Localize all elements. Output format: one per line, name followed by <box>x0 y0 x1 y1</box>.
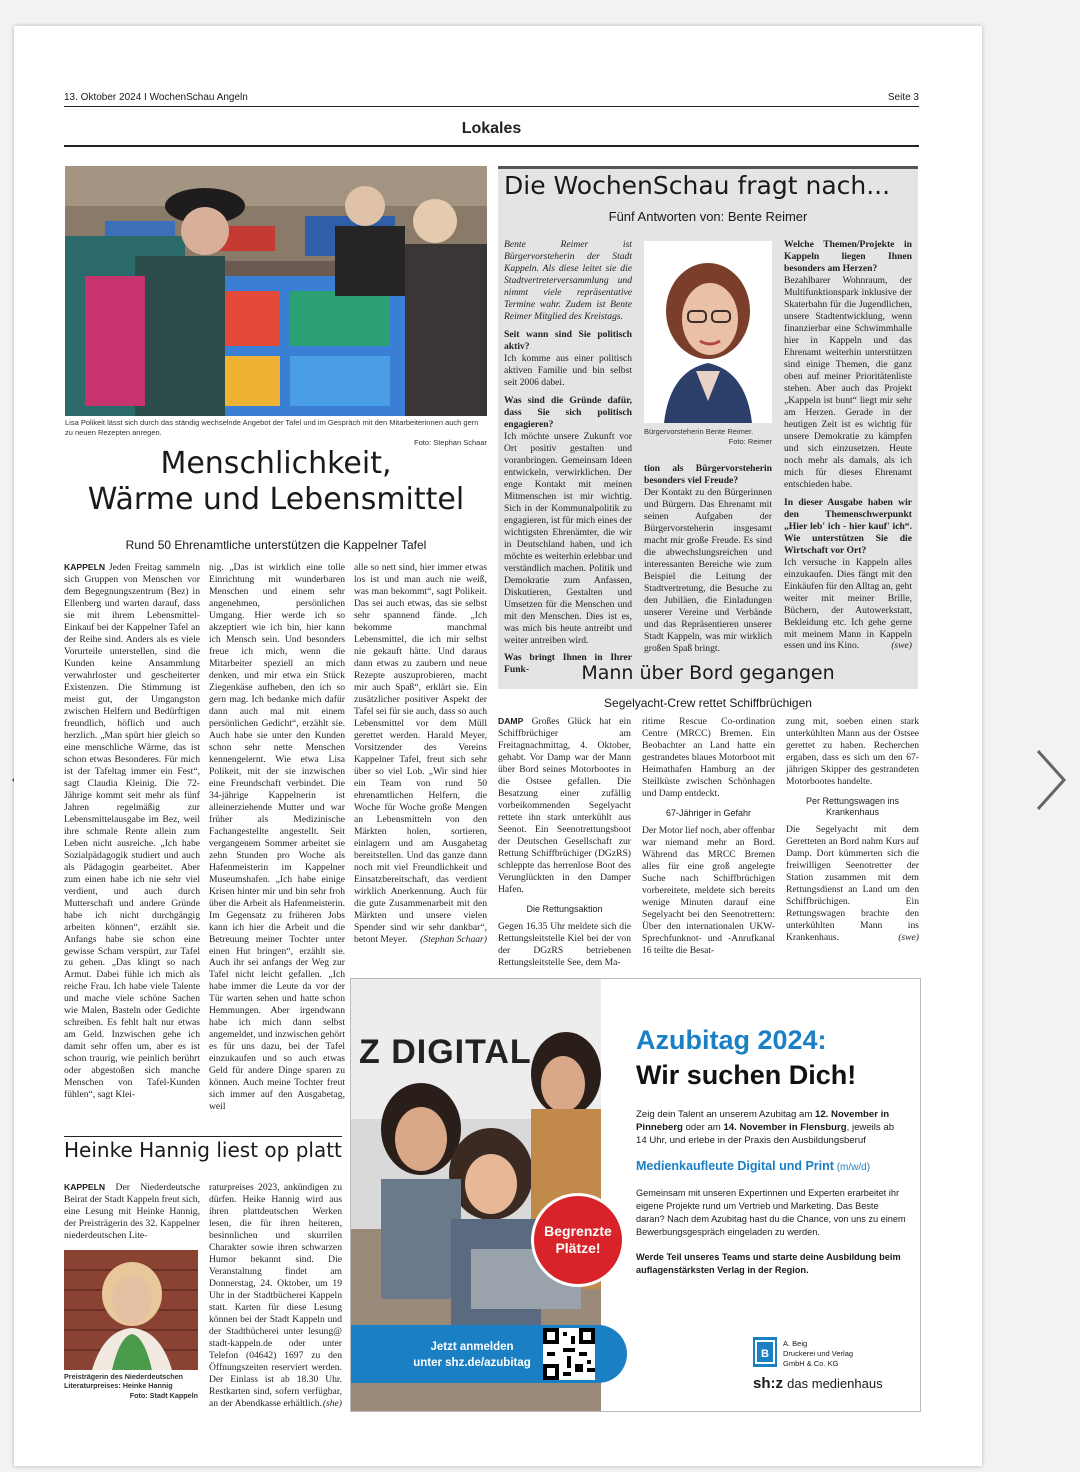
reimer-photo <box>644 241 772 423</box>
article3-subhead: Segelyacht-Crew rettet Schiffbrüchigen <box>604 696 812 710</box>
body-text: Der Niederdeutsche Beirat der Stadt Kappeln freut sich, eine Lesung mit Heinke Hannig, der Preisträgerin des 32. Kappelner niederdeutschen Lite- <box>64 1182 200 1241</box>
photo-credit: Foto: Stadt Kappeln <box>129 1390 198 1400</box>
body-text: zung mit, soeben einen stark unterkühlten Mann aus der Ostsee gerettet zu haben. Recherchen ergaben, dass es sich um den 67-jährigen Skipper des gestrandeten Motorbootes handelte. <box>786 716 919 787</box>
date-pinneberg: 12. November in Pinneberg <box>636 1109 890 1133</box>
article3-column-1 <box>498 716 631 968</box>
answer-2: Ich möchte unsere Zukunft vor Ort positiv gestalten und voranbringen. Gemeinsam Ideen entwickeln, verwirklichen. Der enge Kontakt mit meinen Mitmenschen ist mir wichtig. Sich in der Kommunalpolitik zu engagieren, ist für mich eines der wichtigsten Ehrenämter, die wir in Deutschland haben, und ich möchte es weiterhin erlebbar und verständlich machen. Politik und Demokratie zum Anfassen, Diskutieren, Gestalten und Umsetzen für die Menschen und mit den Menschen. Dies ist es, was mich bis heute antreibt und weiter antreiben wird. <box>504 430 632 646</box>
section-rule <box>64 145 919 147</box>
photo-credit: Foto: Stephan Schaar <box>414 437 487 447</box>
caption-text: Lisa Polikeit lässt sich durch das ständig wechselnde Angebot der Tafel und im Gespräch mit den Mitarbeiterinnen auch gern zu neuen Rezepten anregen. <box>65 418 479 437</box>
svg-text:B: B <box>761 1348 769 1360</box>
article2-column-1 <box>64 1182 200 1248</box>
question-4: Welche Themen/Projekte in Kappeln liegen Ihnen besonders am Herzen? <box>784 239 912 274</box>
article1-headline <box>65 446 487 518</box>
article2-rule <box>64 1136 342 1137</box>
caption-text: Bürgervorsteherin Bente Reimer. <box>644 427 754 436</box>
article3-column-3 <box>786 716 919 968</box>
text-part: , jeweils ab 14 Uhr, und erlebe in der Praxis den Ausbildungsberuf <box>636 1121 895 1146</box>
article3-column-2 <box>642 716 775 968</box>
body-text: Die Segelyacht mit dem Geretteten an Bord nahm Kurs auf Damp. Dort kümmerten sich die freiwilligen Seenotretter der Station zusammen mit dem Rettungsdienst an Land um den Schiffbrüchigen. Ein Rettungswagen brachte den unterkühlten Mann ins Krankenhaus. <box>786 824 919 944</box>
date-flensburg: 14. November in Flensburg <box>723 1121 847 1133</box>
shz-mark: sh:z <box>753 1375 783 1392</box>
signup-line1: Jetzt anmelden <box>430 1341 514 1353</box>
answer-1: Ich komme aus einer politisch aktiven Familie und bin selbst seit 2006 dabei. <box>504 352 632 388</box>
page-number: Seite 3 <box>887 92 919 103</box>
shz-logo <box>753 1375 883 1392</box>
dateline: KAPPELN <box>64 1182 106 1192</box>
ad-title-line2: Wir suchen Dich! <box>636 1060 857 1091</box>
headline-line1: Menschlichkeit, <box>160 446 392 481</box>
body-text: nig. „Das ist wirklich eine tolle Einrichtung mit wunderbaren Menschen und einem sehr angenehmen, persönlichen Umgang. Hier werde ich so akzeptiert wie ich bin, hier kann ich Mensch sein. Und besonders freue ich mich, wenn die Mitarbeiter speziell an mich denken, und mir etwa ein Stück Ziegenkäse aufheben, den ich so gern mag. Ich bedanke mich dafür dann auch mal mit einem persönlichen Gedicht“, erzählt sie. Auch habe sie unter den Kunden schon sehr nette Menschen kennengelernt. Wie etwa Lisa Polikeit, mit der sie inzwischen eine Freundschaft verbindet. Die 34-jährige Kappelnerin ist alleinerziehende Mutter und war früher als Medizinische Fachangestellte angestellt. Seit vergangenem Sommer arbeitet sie zehn Stunden pro Woche als Hafenmeisterin im Kappelner Museumshafen. „Ich habe einige Krisen hinter mir und bin sehr froh über die Arbeit als Hafenmeisterin. Im Gegensatz zu früheren Jobs kann ich hier die Arbeit und die Betreuung meiner Tochter unter einen Hut bringen“, erzählt sie. Auch ihr sei anfangs der Weg zur Tafel nicht leicht gefallen. „Ich habe immer die Leute da vor der Tür warten sehen und hatte schon Hemmungen. Aber irgendwann habe ich mich dann selbst angemeldet, und inzwischen gehört es für uns dazu, bei der Tafel einzukaufen und so auch etwas Geld für andere Dinge sparen zu können. Auch meine Tochter freut sich immer auf den Ausgabetag, weil <box>209 562 345 1113</box>
shz-tagline: das medienhaus <box>787 1376 883 1391</box>
beig-logo-icon <box>753 1337 777 1367</box>
badge-line2: Plätze! <box>555 1240 601 1256</box>
badge-line1: Begrenzte <box>544 1222 612 1239</box>
qr-code-icon[interactable] <box>543 1328 595 1380</box>
ad-job-title <box>636 1159 914 1173</box>
body-text: raturpreises 2023, ankündigen zu dürfen. Heike Hannig wird aus ihren plattdeutschen Werken lesen, die für ihren heiteren, besinnlichen und skurrilen Charakter sowie ihren schwarzen Humor bekannt sind. Die Veranstaltung findet am Donnerstag, 24. Oktober, um 19 Uhr in der Stadtbücherei Kappeln statt. Karten für diese Lesung können bei der Stadt Kappeln und der Stadtbücherei unter lesung@ stadt-kappeln.de oder unter Telefon (04642) 1697 zu den Öffnungszeiten reserviert werden. Der Einlass ist ab 18.30 Uhr. Restkarten sind, sofern verfügbar, an der Abendkasse erhältlich. <box>209 1182 342 1409</box>
question-2: Was sind die Gründe dafür, dass Sie sich politisch engagieren? <box>504 394 632 430</box>
body-text: alle so nett sind, hier immer etwas los ist und man auch nie weiß, was man bekommt“, sagt Polikeit. Das sei auch etwas, das sie selbst sehr spannend fände. „Ich bekomme manchmal Lebensmittel, die ich mir selbst nie gekauft hätte. Und daraus dann etwas zu zaubern und neue Rezepte auszuprobieren, macht mir auch Spaß“, erklärt sie. Ein zusätzlicher positiver Aspekt der Tafel sei für sie auch, dass so auch Lebensmittel vor dem Müll gerettet werden. Harald Meyer, Vorsitzender des Vereins Kappelner Tafel, freut sich sehr über so viel Lob. „Wir sind hier ein Team von rund 50 ehrenamtlichen Helfern, die Woche für Woche große Mengen an Lebensmitteln von den Märkten holen, sortieren, einlagern und am Ausgabetag bereitstellen. Und das ganze dann noch mit viel Freundlichkeit und Einsatzbereitschaft, das verdient wirklich Anerkennung. Auch für die gute Zusammenarbeit mit den Märkten und unsere vielen Spender sind wir sehr dankbar“, betont Meyer. <box>354 562 487 945</box>
ad-title <box>636 1023 906 1093</box>
caption-text: Preisträgerin des Niederdeutschen Literaturpreises: Heinke Hannig <box>64 1372 184 1391</box>
interview-title: Die WochenSchau fragt nach... <box>504 171 891 200</box>
beig-line2: Druckerei und Verlag <box>783 1348 854 1358</box>
signup-url: unter shz.de/azubitag <box>413 1357 531 1370</box>
subheading: Die Rettungsaktion <box>526 903 603 914</box>
ad-cta-text: Werde Teil unseres Teams und starte deine Ausbildung beim auflagenstärksten Verlag in der Region. <box>636 1252 901 1275</box>
limited-places-badge <box>531 1193 625 1287</box>
beig-line3: GmbH & Co. KG <box>783 1358 839 1368</box>
question-3-end: tion als Bürgervorsteherin besonders viel Freude? <box>644 463 772 486</box>
header-rule <box>64 106 919 107</box>
interview-column-2 <box>644 463 772 679</box>
article3-headline: Mann über Bord gegangen <box>581 662 835 684</box>
author: (swe) <box>898 932 919 944</box>
ad-body-text: Gemeinsam mit unseren Expertinnen und Experten erarbeitet ihr eigene Projekte rund um Vertrieb und Marketing. Das Beste daran? Nach dem Azubitag hast du die Chance, von uns zu einem Bewerbungsgespräch eingeladen zu werden. <box>636 1188 906 1237</box>
body-text: Gegen 16.35 Uhr meldete sich die Rettungsleitstelle Kiel bei der von der DGzRS betriebenen Rettungsleitstelle See, dem Ma- <box>498 921 631 968</box>
chevron-right-icon <box>1032 745 1072 815</box>
date-and-paper: 13. Oktober 2024 I WochenSchau Angeln <box>64 92 248 103</box>
headline-line2: Wärme und Lebensmittel <box>87 482 465 517</box>
job-name: Medienkaufleute Digital und Print <box>636 1159 834 1173</box>
body-text: ritime Rescue Co-ordination Centre (MRCC) Bremen. Ein Beobachter an Land hatte ein gestrandetes blaues Motorboot mit Heimathafen Hamburg an der Steilküste zwischen Schönhagen und Damp entdeckt. <box>642 716 775 799</box>
tafel-photo-caption <box>65 418 487 447</box>
interview-column-1 <box>504 239 632 679</box>
subheading: Per Rettungswagen ins Krankenhaus <box>805 795 900 818</box>
section-title: Lokales <box>461 120 522 137</box>
beig-line1: A. Beig <box>783 1339 808 1348</box>
answer-5: Ich versuche in Kappeln alles einzukaufen. Dies fängt mit den Einkäufen für den Alltag an, geht weiter mit meiner Brille, Büchern, der Autowerkstatt, Bekleidung etc. Ich gehe gerne mit meinem Mann in Kappeln essen und ins Kino. <box>784 556 912 652</box>
interview-column-3 <box>784 239 912 679</box>
body-text: Großes Glück hat ein Schiffbrüchiger am Freitagnachmittag, 4. Oktober, gehabt. Vor Damp war der Mann über Bord seines Motorbootes in die Ostsee gefallen. Die Besatzung einer zufällig vorbeikommenden Segelyacht rettete ihn stark unterkühlt aus Seenot. Ein Seenotrettungsboot der Deutschen Gesellschaft zur Rettung Schiffbrüchiger (DGzRS) schleppte das herrenlose Boot des Verunglückten in den Damper Hafen. <box>498 716 631 895</box>
article1-subhead: Rund 50 Ehrenamtliche unterstützen die Kappelner Tafel <box>125 538 427 552</box>
ad-photo-sign: Z DIGITAL <box>359 1033 532 1071</box>
author: (Stephan Schaar) <box>420 933 487 945</box>
body-text: Jeden Freitag sammeln sich Gruppen von Menschen vor dem Begegnungszentrum (Bez) in Ellenberg und warten darauf, dass sie mit ihrem Lebensmittel-Einkauf bei der Kappelner Tafel an der Reihe sind. Anders als es viele Vorurteile unterstellen, sind die Kunden keine Ansammlung verwahrloster und gescheiterter Existenzen. Die Stimmung ist meist gut, der Umgangston zwischen Helfern und Bedürftigen freundlich, höflich und auch herzlich. „Man spürt hier gleich so eine menschliche Wärme, das ist schon etwas Besonderes. Für mich ist der Tafeltag immer ein Fest“, sagt Claudia Kleinig. Die 72-Jährige kommt seit mehr als fünf Jahren regelmäßig zur Lebensmittelausgabe im Bez, weil ihre schmale Rente allein zum Leben nicht ausreiche. „Ich habe Sozialpädagogik studiert und auch als Pädagogin gearbeitet. Aber zum einen habe ich nie sehr viel verdient, und auch durch Mutterschaft und andere Gründe habe ich nicht durchgängig arbeiten können“, erzählt sie. Anfangs habe sie schon eine gewisse Scham verspürt, zur Tafel zu gehen. „Das klingt so nach Armut. Dabei fühle ich mich als reiche Frau. Ich habe viele Talente und mache viele schöne Sachen wie Malen, Basteln oder Gedichte schreiben. Es fehlt halt nur etwas am Geld. Inzwischen gehe ich damit sehr offen um, aber es ist schon traurig, wie peinlich berührt oder abgestoßen sich manche Menschen von Tafel-Kunden fühlen“, sagt Klei- <box>64 562 200 1101</box>
job-suffix: (m/w/d) <box>833 1162 871 1173</box>
article1-column-1 <box>64 562 200 1128</box>
hannig-photo-caption <box>64 1372 198 1400</box>
intro-text: Bente Reimer ist Bürgervorsteherin der Stadt Kappeln. Als diese leitet sie die Stadtvertreterversammlung und nimmt viele repräsentative Termine wahr. Zudem ist Bente Reimer Mitglied des Kreistags. <box>504 239 632 322</box>
newspaper-page <box>14 26 982 1466</box>
signup-banner[interactable] <box>351 1325 627 1383</box>
text-part: oder am <box>682 1121 724 1133</box>
body-text: Der Motor lief noch, aber offenbar war niemand mehr an Bord. Während das MRCC Bremen alles für eine groß angelegte Suche nach Schiffbrüchigen vorbereitete, meldete sich bereits wenige Minuten darauf eine Segelyacht bei den Seenotrettern: Über den internationalen UKW-Sprechfunknot- und -Anrufkanal 16 teilte die Besat- <box>642 825 775 956</box>
next-page-arrow[interactable] <box>1032 745 1072 815</box>
article2-headline: Heinke Hannig liest op platt <box>64 1138 342 1162</box>
dateline: KAPPELN <box>64 562 106 572</box>
question-3-start: Was bringt Ihnen in Ihrer Funk- <box>504 652 632 676</box>
reimer-photo-caption <box>644 427 772 447</box>
question-5: In dieser Ausgabe haben wir den Themenschwerpunkt „Hier leb' ich - hier kauf' ich“. Wie unterstützen Sie die Wirtschaft vor Ort? <box>784 496 912 556</box>
article1-column-2 <box>209 562 345 1128</box>
answer-3: Der Kontakt zu den Bürgerinnen und Bürgern. Das Ehrenamt mit seinen Aufgaben der Bürgervorsteherin insgesamt macht mir große Freude. Es sind die abwechslungsreichen und interessanten Bereiche wie zum Beispiel die Leitung der Stadtvertretung, die Besuche zu den Jubiläen, die Einladungen unserer Vereine und Verbände und das Repräsentieren unserer Stadt Kappeln, was mir wirklich großen Spaß bringt. <box>644 486 772 654</box>
azubitag-advertisement[interactable] <box>350 978 921 1412</box>
ad-title-line1: Azubitag 2024: <box>636 1025 827 1055</box>
answer-4: Bezahlbarer Wohnraum, der Multifunktionspark inklusive der Skaterbahn für die Jugendlichen, unsere Stadtentwicklung, wenn finanzierbar eine Schwimmhalle hier in Kappeln und das Ehrenamt weiterhin unterstützen sind einige Themen, die ganz oben auf meiner Prioritätenliste stehen. Aber auch das Projekt „Kappeln ist bunt“ liegt mir sehr am Herzen. Gerade in der heutigen Zeit ist es wichtig für unsere Demokratie zu kämpfen und sich einzusetzen. Heute noch mehr als damals, als ich mich für dieses Ehrenamt entschieden habe. <box>784 274 912 490</box>
ad-intro-text <box>636 1109 904 1148</box>
author: (swe) <box>891 640 912 652</box>
question-1: Seit wann sind Sie politisch aktiv? <box>504 328 632 352</box>
subheading: 67-Jähriger in Gefahr <box>665 807 752 818</box>
photo-credit: Foto: Reimer <box>728 436 772 446</box>
interview-box <box>498 166 918 689</box>
author: (she) <box>322 1397 342 1409</box>
beig-company-name <box>783 1339 853 1368</box>
article2-column-2 <box>209 1182 342 1412</box>
dateline: DAMP <box>498 716 524 726</box>
page-header <box>64 92 919 103</box>
tafel-photo <box>65 166 487 416</box>
article1-column-3 <box>354 562 487 982</box>
text-part: Zeig dein Talent an unserem Azubitag am <box>636 1109 816 1120</box>
hannig-photo <box>64 1250 198 1370</box>
interview-subtitle: Fünf Antworten von: Bente Reimer <box>608 209 808 224</box>
